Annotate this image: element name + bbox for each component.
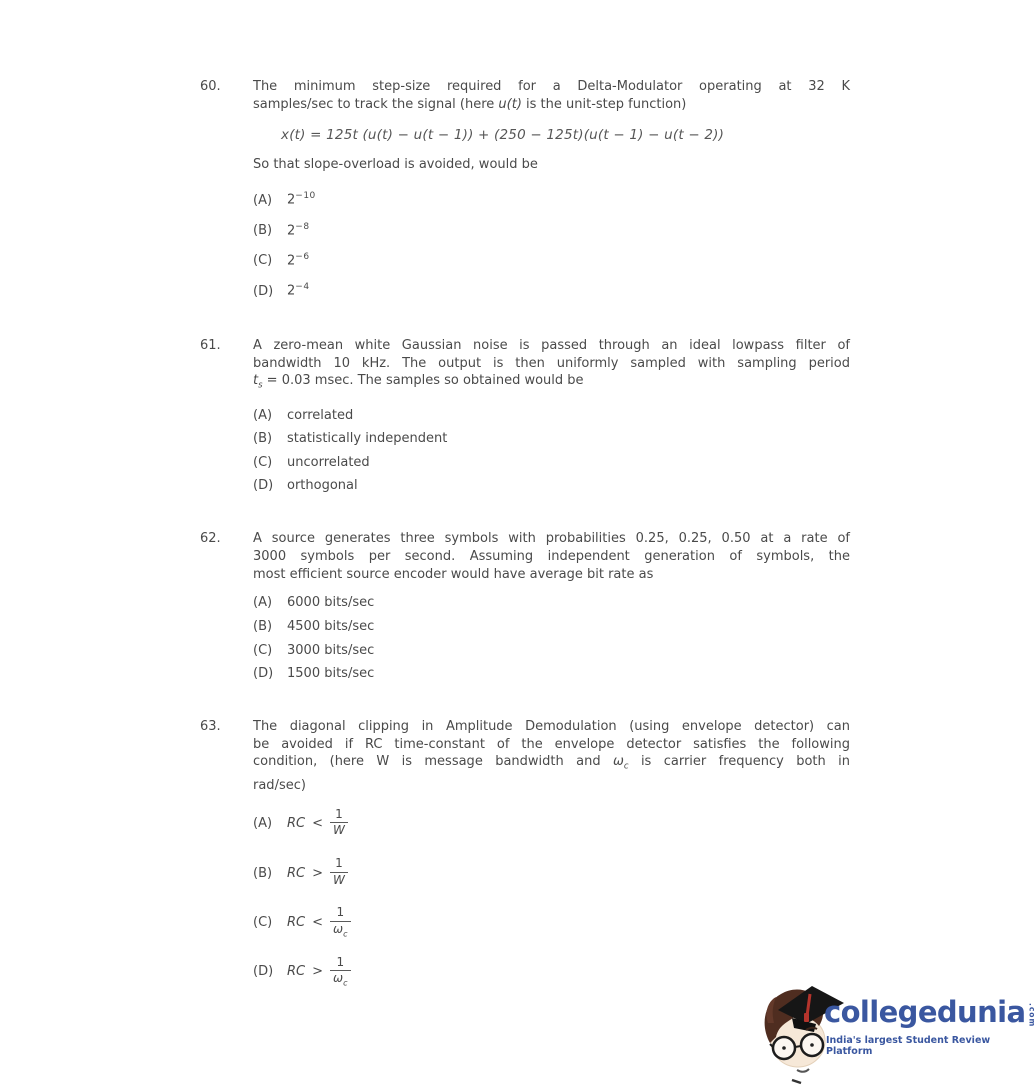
math-omega-sub: c — [623, 762, 629, 773]
question-text-line — [253, 337, 850, 355]
question-body — [253, 337, 850, 498]
question-number: 62. — [200, 531, 221, 547]
neck-mark — [792, 1080, 801, 1083]
cap-tassel-tip — [804, 1013, 809, 1022]
question-body — [253, 718, 850, 1004]
option-text: orthogonal — [287, 478, 358, 494]
option-text: statistically independent — [287, 431, 448, 447]
brand-tagline: India's largest Student Review Platform — [826, 1035, 991, 1057]
question-body — [253, 530, 850, 686]
option-b — [253, 214, 850, 244]
option-label: (D) — [253, 283, 274, 299]
questions-section — [200, 78, 852, 1036]
option-c — [253, 451, 850, 475]
left-eye — [782, 1046, 786, 1050]
text-segment: be avoided if RC time-constant of the envelope detector satisfies the following — [253, 736, 850, 752]
text-segment: samples/sec to track the signal (here — [253, 96, 499, 112]
relation-sign: < — [312, 915, 324, 931]
option-b — [253, 856, 850, 890]
base-value: 2 — [287, 223, 296, 239]
question-number: 63. — [200, 718, 221, 734]
option-label: (C) — [253, 915, 273, 931]
math-rc: RC — [287, 964, 306, 980]
option-a — [253, 183, 850, 213]
option-a — [253, 404, 850, 428]
question-text-line — [253, 753, 850, 776]
option-label: (B) — [253, 619, 273, 635]
option-label: (A) — [253, 407, 273, 423]
fraction-numerator: 1 — [335, 855, 343, 870]
denominator-symbol: ω — [333, 971, 344, 986]
glasses-bridge — [795, 1046, 801, 1047]
option-b — [253, 615, 850, 639]
mouth — [797, 1069, 809, 1072]
option-text: correlated — [287, 407, 354, 423]
text-segment: is carrier frequency both in — [628, 754, 851, 770]
question-text-line — [253, 777, 850, 795]
fraction — [330, 807, 348, 841]
denominator-symbol: W — [333, 872, 345, 887]
option-text — [287, 274, 310, 304]
text-segment: 3000 symbols per second. Assuming independent generation of symbols, the — [253, 548, 850, 564]
option-c — [253, 244, 850, 274]
option-text: uncorrelated — [287, 454, 370, 470]
option-text — [287, 244, 310, 274]
option-d — [253, 662, 850, 686]
option-text: 1500 bits/sec — [287, 666, 375, 682]
fraction-numerator: 1 — [336, 954, 345, 969]
option-label: (C) — [253, 642, 273, 658]
math-ts-sub: s — [258, 380, 263, 391]
option-label: (D) — [253, 478, 274, 494]
option-label: (D) — [253, 964, 274, 980]
text-segment: The minimum step-size required for a Delta-Modulator operating at 32 K — [253, 79, 850, 94]
question-text-line — [253, 736, 850, 754]
question-stem: So that slope-overload is avoided, would be — [253, 156, 538, 172]
question-63 — [200, 718, 852, 1004]
relation-sign: > — [312, 964, 324, 980]
base-value: 2 — [287, 253, 296, 269]
option-label: (C) — [253, 253, 273, 269]
option-label: (C) — [253, 454, 273, 470]
option-label: (B) — [253, 223, 273, 239]
option-label: (D) — [253, 666, 274, 682]
math-rc: RC — [287, 865, 306, 881]
math-unit-step: u(t) — [498, 96, 522, 112]
text-segment: is the unit-step function) — [521, 96, 687, 112]
option-text — [287, 214, 310, 244]
option-label: (A) — [253, 595, 273, 611]
question-text-line — [253, 372, 850, 395]
exponent: −4 — [295, 282, 310, 293]
math-rc: RC — [287, 816, 306, 832]
text-segment: bandwidth 10 kHz. The output is then uniformly sampled with sampling period — [253, 355, 850, 371]
question-text-line — [253, 548, 850, 566]
base-value: 2 — [287, 192, 296, 208]
option-label: (A) — [253, 192, 273, 208]
exponent: −10 — [295, 191, 316, 202]
fraction-denominator — [330, 872, 348, 891]
math-rc: RC — [287, 915, 306, 931]
option-a — [253, 807, 850, 841]
signal-equation: x(t) = 125t (u(t) − u(t − 1)) + (250 − 125t)(u(t − 1) − u(t − 2)) — [281, 126, 725, 143]
brand-tld: .com — [1027, 1003, 1036, 1028]
right-eye — [810, 1043, 814, 1047]
options-list — [253, 404, 850, 498]
text-segment: condition, (here W is message bandwidth and — [253, 754, 613, 770]
option-d — [253, 474, 850, 498]
brand-row — [824, 997, 1036, 1029]
fraction-numerator: 1 — [335, 806, 343, 821]
denominator-symbol: W — [333, 823, 345, 838]
denominator-symbol: ω — [333, 921, 344, 936]
option-text: 4500 bits/sec — [287, 619, 375, 635]
denominator-sub: c — [343, 978, 348, 988]
question-text-line — [253, 355, 850, 373]
brand-name: collegedunia — [824, 995, 1026, 1029]
exponent: −8 — [295, 221, 310, 232]
fraction — [330, 856, 348, 890]
text-segment: A source generates three symbols with probabilities 0.25, 0.25, 0.50 at a rate of — [253, 531, 850, 547]
option-d — [253, 274, 850, 304]
fraction — [330, 905, 350, 939]
option-text: 6000 bits/sec — [287, 595, 375, 611]
option-c — [253, 639, 850, 663]
question-text-line — [253, 78, 850, 96]
question-62 — [200, 530, 852, 686]
text-segment: = 0.03 msec. The samples so obtained would be — [262, 373, 584, 389]
fraction — [330, 955, 350, 989]
question-number: 61. — [200, 337, 221, 353]
option-text: 3000 bits/sec — [287, 642, 375, 658]
text-segment: A zero-mean white Gaussian noise is passed through an ideal lowpass filter of — [253, 337, 850, 353]
math-omega: ω — [612, 754, 624, 770]
question-text-line — [253, 530, 850, 548]
base-value: 2 — [287, 283, 296, 299]
text-segment: rad/sec) — [253, 777, 306, 793]
denominator-sub: c — [343, 929, 348, 939]
options-list — [253, 591, 850, 685]
relation-sign: < — [312, 816, 324, 832]
math-ts-var: t — [253, 373, 259, 389]
text-segment: most efficient source encoder would have average bit rate as — [253, 566, 654, 582]
options-list — [253, 183, 850, 304]
option-a — [253, 591, 850, 615]
question-body — [253, 78, 850, 305]
fraction-denominator — [330, 822, 348, 841]
fraction-numerator: 1 — [336, 905, 345, 920]
option-label: (B) — [253, 431, 273, 447]
collegedunia-logo — [754, 983, 1036, 1087]
question-text-line — [253, 96, 850, 114]
option-label: (B) — [253, 865, 273, 881]
text-segment: The diagonal clipping in Amplitude Demodulation (using envelope detector) can — [253, 718, 850, 734]
option-c — [253, 905, 850, 939]
exponent: −6 — [295, 252, 310, 263]
options-list — [253, 807, 850, 990]
question-60 — [200, 78, 852, 305]
option-text — [287, 183, 316, 213]
question-number: 60. — [200, 79, 221, 94]
fraction-denominator — [330, 921, 350, 940]
option-label: (A) — [253, 816, 273, 832]
question-61 — [200, 337, 852, 498]
question-text-line — [253, 718, 850, 736]
fraction-denominator — [330, 970, 350, 989]
relation-sign: > — [312, 865, 324, 881]
question-text-line — [253, 566, 850, 584]
option-b — [253, 427, 850, 451]
